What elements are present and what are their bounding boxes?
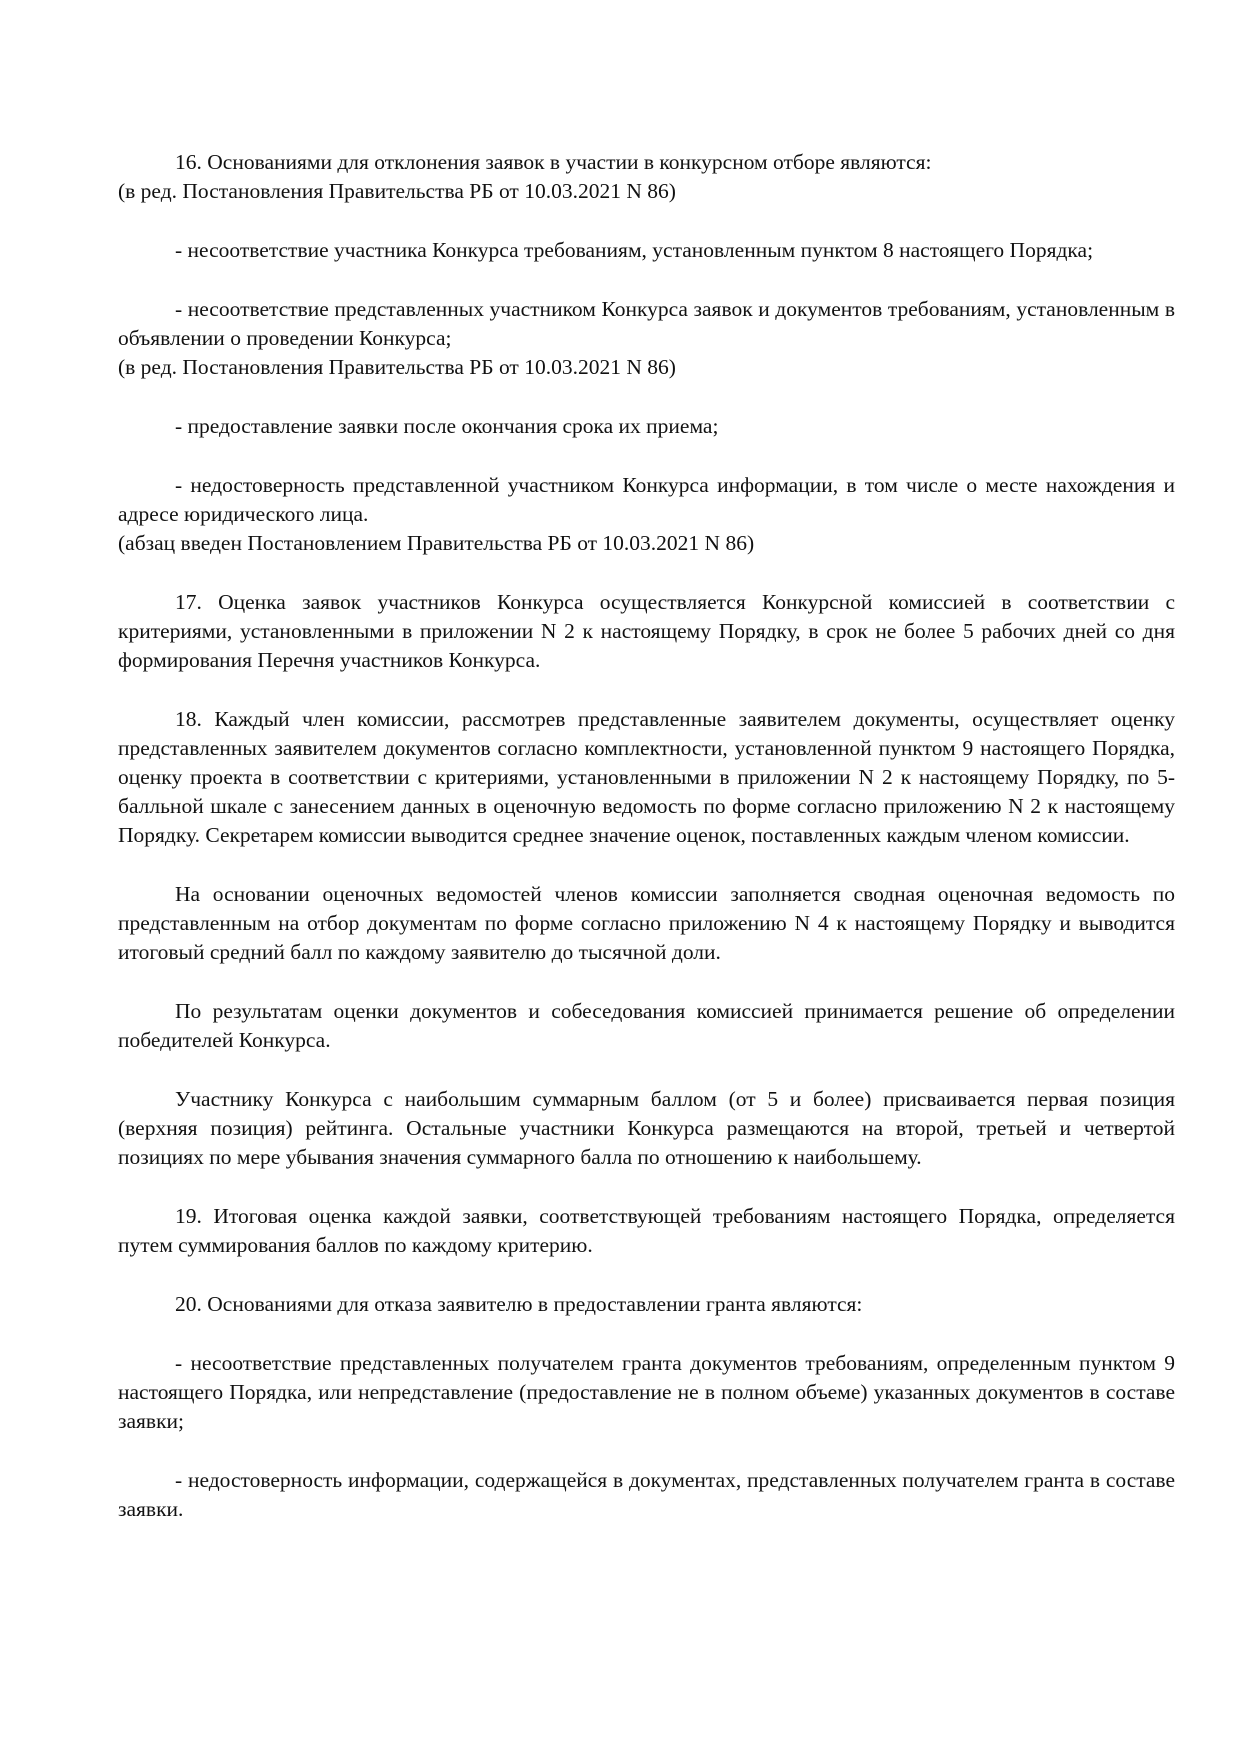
list-item-16-a: - несоответствие участника Конкурса требованиям, установленным пунктом 8 настоящего Порядка; — [175, 238, 1094, 262]
list-item-20-a: - несоответствие представленных получателем гранта документов требованиям, определенным пунктом 9 настоящего Порядка, или непредставление (предоставление не в полном объеме) указанных документов в составе заявки; — [118, 1351, 1175, 1433]
amendment-note: (абзац введен Постановлением Правительства РБ от 10.03.2021 N 86) — [118, 531, 755, 555]
paragraph-20: 20. Основаниями для отказа заявителю в предоставлении гранта являются: — [175, 1292, 863, 1316]
list-item-16-b: - несоответствие представленных участником Конкурса заявок и документов требованиям, установленным в объявлении о проведении Конкурса; — [118, 297, 1175, 350]
document-page — [118, 148, 1175, 1524]
paragraph-17: 17. Оценка заявок участников Конкурса осуществляется Конкурсной комиссией в соответствии с критериями, установленными в приложении N 2 к настоящему Порядку, в срок не более 5 рабочих дней со дня формирования Перечня участников Конкурса. — [118, 590, 1175, 672]
amendment-note: (в ред. Постановления Правительства РБ от 10.03.2021 N 86) — [118, 355, 676, 379]
list-item-16-d: - недостоверность представленной участником Конкурса информации, в том числе о месте нахождения и адресе юридического лица. — [118, 473, 1175, 526]
paragraph-18-summary: На основании оценочных ведомостей членов комиссии заполняется сводная оценочная ведомость по представленным на отбор документам по форме согласно приложению N 4 к настоящему Порядку и выводится итоговый средний балл по каждому заявителю до тысячной доли. — [118, 882, 1175, 964]
paragraph-18: 18. Каждый член комиссии, рассмотрев представленные заявителем документы, осуществляет оценку представленных заявителем документов согласно комплектности, установленной пунктом 9 настоящего Порядка, оценку проекта в соответствии с критериями, установленными в приложении N 2 к настоящему Порядку, по 5-балльной шкале с занесением данных в оценочную ведомость по форме согласно приложению N 2 к настоящему Порядку. Секретарем комиссии выводится среднее значение оценок, поставленных каждым членом комиссии. — [118, 707, 1175, 847]
paragraph-18-ranking: Участнику Конкурса с наибольшим суммарным баллом (от 5 и более) присваивается первая позиция (верхняя позиция) рейтинга. Остальные участники Конкурса размещаются на второй, третьей и четвертой позициях по мере убывания значения суммарного балла по отношению к наибольшему. — [118, 1087, 1175, 1169]
list-item-20-b: - недостоверность информации, содержащейся в документах, представленных получателем гранта в составе заявки. — [118, 1468, 1175, 1521]
list-item-16-c: - предоставление заявки после окончания срока их приема; — [175, 414, 719, 438]
paragraph-19: 19. Итоговая оценка каждой заявки, соответствующей требованиям настоящего Порядка, определяется путем суммирования баллов по каждому критерию. — [118, 1204, 1175, 1257]
amendment-note: (в ред. Постановления Правительства РБ от 10.03.2021 N 86) — [118, 179, 676, 203]
paragraph-18-decision: По результатам оценки документов и собеседования комиссией принимается решение об определении победителей Конкурса. — [118, 999, 1175, 1052]
paragraph-16: 16. Основаниями для отклонения заявок в участии в конкурсном отборе являются: — [175, 150, 932, 174]
